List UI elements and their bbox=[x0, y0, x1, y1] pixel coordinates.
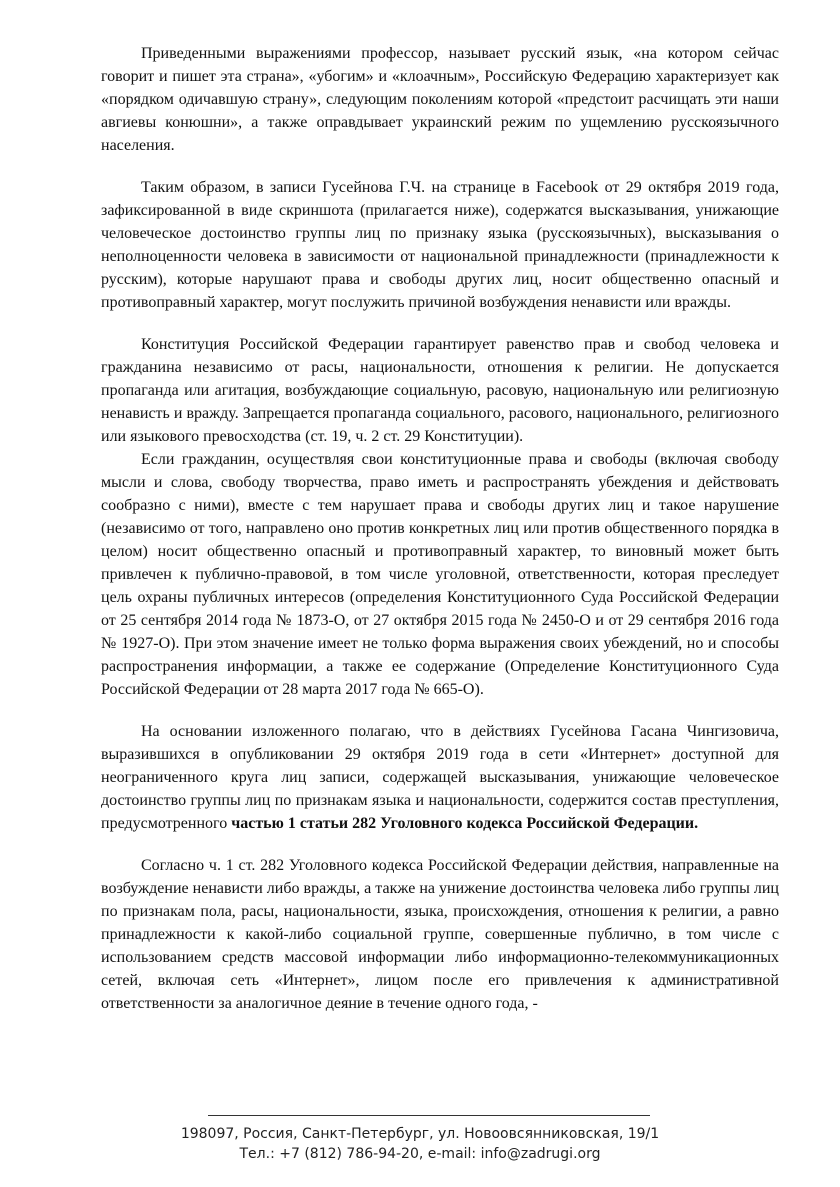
paragraph-6 bbox=[101, 854, 779, 1015]
footer-divider bbox=[208, 1115, 650, 1116]
paragraph-4 bbox=[101, 448, 779, 701]
footer-address: 198097, Россия, Санкт-Петербург, ул. Новоовсянниковская, 19/1 bbox=[180, 1126, 660, 1142]
paragraph-2 bbox=[101, 176, 779, 314]
paragraph-6-text: Согласно ч. 1 ст. 282 Уголовного кодекса Российской Федерации действия, направленные на возбуждение ненависти либо вражды, а также на унижение достоинства человека либо группы лиц по признакам пола, расы, национальности, языка, происхождения, отношения к религии, а равно принадлежности к какой-либо социальной группе, совершенные публично, в том числе с использованием средств массовой информации либо информационно-телекоммуникационных сетей, включая сеть «Интернет», лицом после его привлечения к административной ответственности за аналогичное деяние в течение одного года, - bbox=[101, 857, 779, 1012]
document-body bbox=[101, 42, 779, 1015]
paragraph-5 bbox=[101, 720, 779, 835]
paragraph-3 bbox=[101, 333, 779, 448]
paragraph-1 bbox=[101, 42, 779, 157]
paragraph-2-text: Таким образом, в записи Гусейнова Г.Ч. на странице в Facebook от 29 октября 2019 года, зафиксированной в виде скриншота (прилагается ниже), содержатся высказывания, унижающие человеческое достоинство группы лиц по признаку языка (русскоязычных), высказывания о неполноценности человека в зависимости от национальной принадлежности (принадлежности к русским), которые нарушают права и свободы других лиц, носит общественно опасный и противоправный характер, могут послужить причиной возбуждения ненависти или вражды. bbox=[101, 179, 779, 311]
paragraph-5-bold-reference: частью 1 статьи 282 Уголовного кодекса Российской Федерации. bbox=[231, 815, 699, 832]
paragraph-5-text: На основании изложенного полагаю, что в действиях Гусейнова Гасана Чингизовича, выразившихся в опубликовании 29 октября 2019 года в сети «Интернет» доступной для неограниченного круга лиц записи, содержащей высказывания, унижающие человеческое достоинство группы лиц по признакам языка и национальности, содержится состав преступления, предусмотренного bbox=[101, 723, 779, 832]
page-footer bbox=[130, 1124, 710, 1164]
footer-contacts: Тел.: +7 (812) 786-94-20, e-mail: info@zadrugi.org bbox=[239, 1146, 601, 1162]
paragraph-4-text: Если гражданин, осуществляя свои конституционные права и свободы (включая свободу мысли и слова, свободу творчества, право иметь и распространять убеждения и действовать сообразно с ними), вместе с тем нарушает права и свободы других лиц и такое нарушение (независимо от того, направлено оно против конкретных лиц или против общественного порядка в целом) носит общественно опасный и противоправный характер, то виновный может быть привлечен к публично-правовой, в том числе уголовной, ответственности, которая преследует цель охраны публичных интересов (определения Конституционного Суда Российской Федерации от 25 сентября 2014 года № 1873-О, от 27 октября 2015 года № 2450-О и от 29 сентября 2016 года № 1927-О). При этом значение имеет не только форма выражения своих убеждений, но и способы распространения информации, а также ее содержание (Определение Конституционного Суда Российской Федерации от 28 марта 2017 года № 665-О). bbox=[101, 451, 779, 698]
paragraph-3-text: Конституция Российской Федерации гарантирует равенство прав и свобод человека и гражданина независимо от расы, национальности, отношения к религии. Не допускается пропаганда или агитация, возбуждающие социальную, расовую, национальную или религиозную ненависть и вражду. Запрещается пропаганда социального, расового, национального, религиозного или языкового превосходства (ст. 19, ч. 2 ст. 29 Конституции). bbox=[101, 336, 779, 445]
paragraph-1-text: Приведенными выражениями профессор, называет русский язык, «на котором сейчас говорит и пишет эта страна», «убогим» и «клоачным», Российскую Федерацию характеризует как «порядком одичавшую страну», следующим поколениям которой «предстоит расчищать эти наши авгиевы конюшни», а также оправдывает украинский режим по ущемлению русскоязычного населения. bbox=[101, 45, 779, 154]
